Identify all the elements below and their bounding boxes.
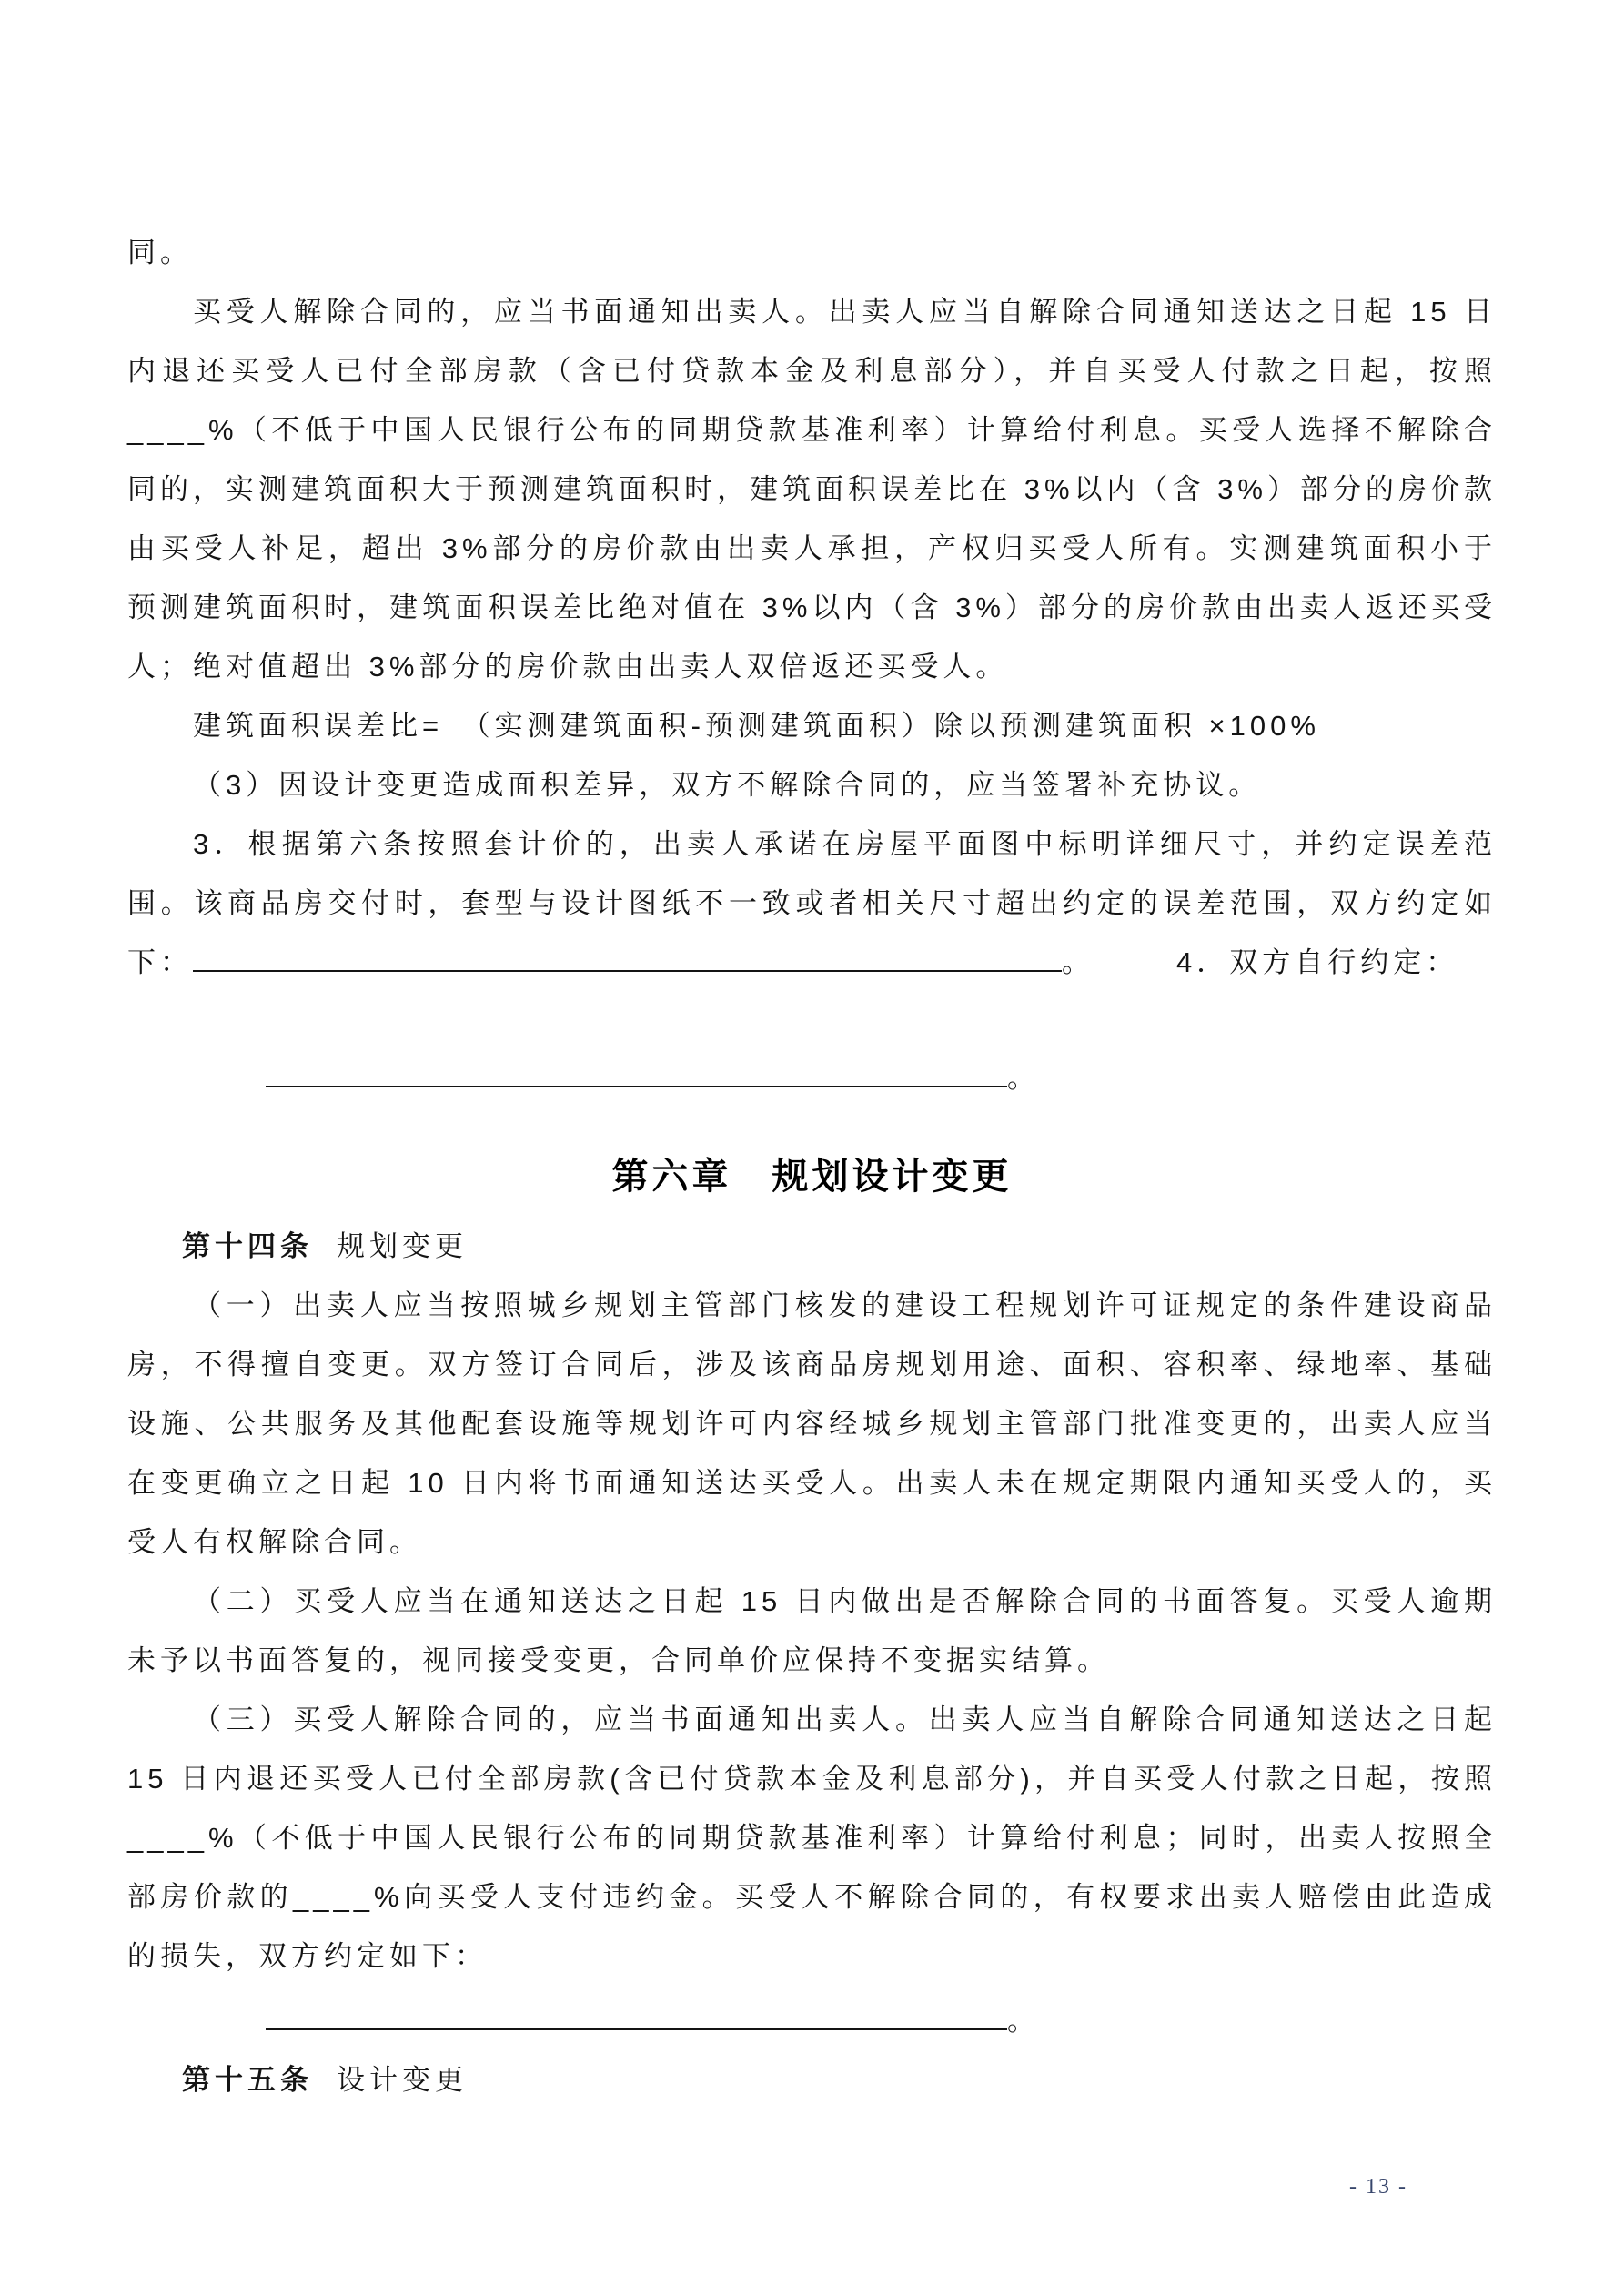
paragraph-article14-item2: （二）买受人应当在通知送达之日起 15 日内做出是否解除合同的书面答复。买受人逾期未予以书面答复的，视同接受变更，合同单价应保持不变据实结算。 bbox=[127, 1585, 1497, 1676]
article-15-title: 设计变更 bbox=[337, 2064, 468, 2096]
fill-in-blank-line bbox=[127, 1991, 1497, 2050]
article-15-number: 第十五条 bbox=[182, 2064, 313, 2096]
clause-4-label: 4．双方自行约定： bbox=[1176, 946, 1459, 978]
paragraph-item-3-design-change: （3）因设计变更造成面积差异，双方不解除合同的，应当签署补充协议。 bbox=[193, 769, 1262, 801]
period-mark: 。 bbox=[1007, 2005, 1040, 2037]
clause-3-text: 3．根据第六条按照套计价的，出卖人承诺在房屋平面图中标明详细尺寸，并约定误差范围。该商品房交付时，套型与设计图纸不一致或者相关尺寸超出约定的误差范围，双方约定如下： bbox=[127, 828, 1497, 978]
fill-in-blank-underline bbox=[266, 1055, 1007, 1087]
paragraph-article14-item1: （一）出卖人应当按照城乡规划主管部门核发的建设工程规划许可证规定的条件建设商品房，不得擅自变更。双方签订合同后，涉及该商品房规划用途、面积、容积率、绿地率、基础设施、公共服务及其他配套设施等规划许可内容经城乡规划主管部门批准变更的，出卖人应当在变更确立之日起 10 日内将书面通知送达买受人。出卖人未在规定期限内通知买受人的，买受人有权解除合同。 bbox=[127, 1290, 1497, 1558]
article-14-heading bbox=[127, 1217, 1497, 1276]
paragraph-area-error-formula: 建筑面积误差比= （实测建筑面积-预测建筑面积）除以预测建筑面积 ×100% bbox=[193, 710, 1320, 742]
article-15-heading bbox=[127, 2050, 1497, 2109]
period-mark: 。 bbox=[1007, 1062, 1040, 1094]
period-mark: 。 bbox=[1062, 946, 1094, 978]
page-number: - 13 - bbox=[1349, 2175, 1407, 2199]
fill-in-blank-underline bbox=[193, 939, 1062, 972]
fill-in-blank-line bbox=[127, 1048, 1497, 1108]
article-14-number: 第十四条 bbox=[182, 1230, 313, 1262]
article-14-title: 规划变更 bbox=[337, 1230, 468, 1262]
paragraph-continuation: 同。 bbox=[127, 237, 193, 268]
fill-in-blank-underline bbox=[266, 1998, 1007, 2030]
chapter-6-title: 第六章 规划设计变更 bbox=[611, 1157, 1013, 1197]
paragraph-refund-interest-terms: 买受人解除合同的，应当书面通知出卖人。出卖人应当自解除合同通知送达之日起 15 日内退还买受人已付全部房款（含已付贷款本金及利息部分），并自买受人付款之日起，按照____%（不低于中国人民银行公布的同期贷款基准利率）计算给付利息。买受人选择不解除合同的，实测建筑面积大于预测建筑面积时，建筑面积误差比在 3%以内（含 3%）部分的房价款由买受人补足，超出 3%部分的房价款由出卖人承担，产权归买受人所有。实测建筑面积小于预测建筑面积时，建筑面积误差比绝对值在 3%以内（含 3%）部分的房价款由出卖人返还买受人；绝对值超出 3%部分的房价款由出卖人双倍返还买受人。 bbox=[127, 296, 1497, 683]
paragraph-article14-item3: （三）买受人解除合同的，应当书面通知出卖人。出卖人应当自解除合同通知送达之日起 15 日内退还买受人已付全部房款(含已付贷款本金及利息部分)，并自买受人付款之日起，按照____%（不低于中国人民银行公布的同期贷款基准利率）计算给付利息；同时，出卖人按照全部房价款的____%向买受人支付违约金。买受人不解除合同的，有权要求出卖人赔偿由此造成的损失，双方约定如下： bbox=[127, 1704, 1497, 1972]
paragraph-clause-3-and-4 bbox=[127, 814, 1497, 992]
